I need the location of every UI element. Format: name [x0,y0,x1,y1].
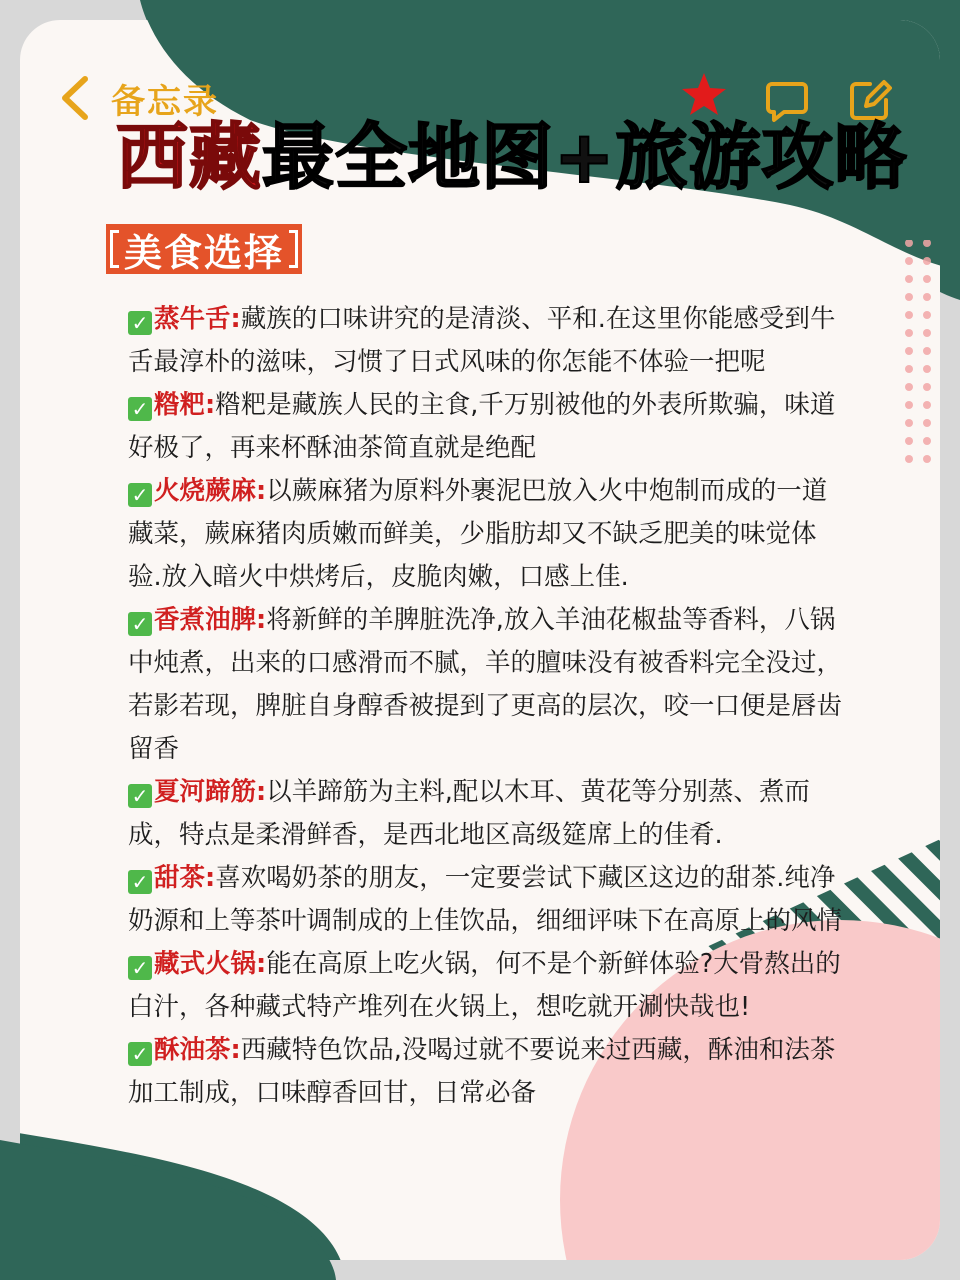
title-highlight: 西藏 [116,115,263,199]
checkmark-icon: ✓ [128,870,152,894]
item-text: 糌粑是藏族人民的主食,千万别被他的外表所欺骗，味道好极了，再来杯酥油茶简直就是绝配 [128,390,836,463]
item-name: 蒸牛舌 [154,304,231,334]
item-text: 喜欢喝奶茶的朋友，一定要尝试下藏区这边的甜茶.纯净奶源和上等茶叶调制成的上佳饮品，细细评味下在高原上的风情 [128,863,843,936]
item-text: 将新鲜的羊脾脏洗净,放入羊油花椒盐等香料，八锅中炖煮，出来的口感滑而不腻，羊的膻味没有被香料完全没过，若影若现，脾脏自身醇香被提到了更高的层次，咬一口便是唇齿留香 [128,605,843,764]
checkmark-icon: ✓ [128,956,152,980]
checkmark-icon: ✓ [128,784,152,808]
list-item: ✓ 甜茶:喜欢喝奶茶的朋友，一定要尝试下藏区这边的甜茶.纯净奶源和上等茶叶调制成的上佳饮品，细细评味下在高原上的风情 [128,863,843,936]
item-text: 藏族的口味讲究的是清淡、平和.在这里你能感受到牛舌最淳朴的滋味，习惯了日式风味的你怎能不体验一把呢 [128,304,836,377]
checkmark-icon: ✓ [128,612,152,636]
item-text: 西藏特色饮品,没喝过就不要说来过西藏，酥油和法茶加工制成，口味醇香回甘，日常必备 [128,1035,836,1108]
item-text: 以蕨麻猪为原料外裹泥巴放入火中炮制而成的一道藏菜，蕨麻猪肉质嫩而鲜美，少脂肪却又不缺乏肥美的味觉体验.放入暗火中烘烤后，皮脆肉嫩，口感上佳. [128,476,828,592]
item-name: 酥油茶 [154,1035,231,1065]
list-item: ✓ 酥油茶:西藏特色饮品,没喝过就不要说来过西藏，酥油和法茶加工制成，口味醇香回甘，日常必备 [128,1035,836,1108]
list-item: ✓ 糌粑:糌粑是藏族人民的主食,千万别被他的外表所欺骗，味道好极了，再来杯酥油茶简直就是绝配 [128,390,836,463]
page-title [116,112,907,202]
list-item: ✓ 香煮油脾:将新鲜的羊脾脏洗净,放入羊油花椒盐等香料，八锅中炖煮，出来的口感滑而不腻，羊的膻味没有被香料完全没过，若影若现，脾脏自身醇香被提到了更高的层次，咬一口便是唇齿留香 [128,605,843,764]
item-name: 藏式火锅 [154,949,257,979]
back-label[interactable]: 备忘录 [111,81,219,122]
food-list [128,298,848,1115]
section-tag [106,224,302,274]
section-label: 美食选择 [124,230,285,275]
back-chevron-icon[interactable] [55,73,99,123]
item-name: 甜茶 [154,863,206,893]
item-name: 糌粑 [154,390,206,420]
item-text: 以羊蹄筋为主料,配以木耳、黄花等分别蒸、煮而成，特点是柔滑鲜香，是西北地区高级筵席上的佳肴. [128,777,810,850]
list-item: ✓ 藏式火锅:能在高原上吃火锅，何不是个新鲜体验?大骨熬出的白汁，各种藏式特产堆列在火锅上，想吃就开涮快哉也! [128,949,841,1022]
checkmark-icon: ✓ [128,311,152,335]
item-name: 火烧蕨麻 [154,476,257,506]
checkmark-icon: ✓ [128,483,152,507]
item-text: 能在高原上吃火锅，何不是个新鲜体验?大骨熬出的白汁，各种藏式特产堆列在火锅上，想吃就开涮快哉也! [128,949,841,1022]
checkmark-icon: ✓ [128,397,152,421]
list-item: ✓ 火烧蕨麻:以蕨麻猪为原料外裹泥巴放入火中炮制而成的一道藏菜，蕨麻猪肉质嫩而鲜美，少脂肪却又不缺乏肥美的味觉体验.放入暗火中烘烤后，皮脆肉嫩，口感上佳. [128,476,828,592]
list-item: ✓ 夏河蹄筋:以羊蹄筋为主料,配以木耳、黄花等分别蒸、煮而成，特点是柔滑鲜香，是西北地区高级筵席上的佳肴. [128,777,810,850]
checkmark-icon: ✓ [128,1042,152,1066]
list-item: ✓ 蒸牛舌:藏族的口味讲究的是清淡、平和.在这里你能感受到牛舌最淳朴的滋味，习惯了日式风味的你怎能不体验一把呢 [128,304,836,377]
item-name: 香煮油脾 [154,605,257,635]
item-name: 夏河蹄筋 [154,777,257,807]
title-main: 最全地图+旅游攻略 [262,115,908,199]
